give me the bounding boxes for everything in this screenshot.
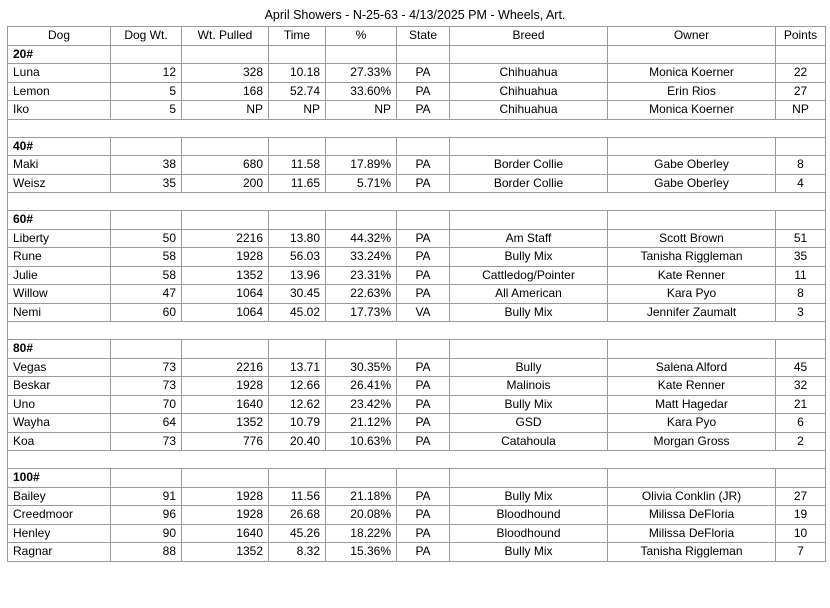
spacer-cell [269,119,326,137]
weight-class-filler [182,137,269,156]
weight-pulled-cell: 1640 [182,524,269,543]
state-cell: PA [397,414,450,433]
dog-weight-cell: 35 [111,174,182,193]
dog-name-cell: Maki [8,156,111,175]
dog-name-cell: Creedmoor [8,506,111,525]
breed-cell: Bloodhound [450,506,608,525]
weight-class-row [8,469,826,488]
dog-name-cell: Iko [8,101,111,120]
weight-class-filler [269,211,326,230]
dog-name-cell: Henley [8,524,111,543]
time-cell: 13.80 [269,229,326,248]
page-title: April Showers - N-25-63 - 4/13/2025 PM - Wheels, Art. [264,8,566,22]
weight-pulled-cell: NP [182,101,269,120]
owner-cell: Monica Koerner [608,64,776,83]
table-row [8,358,826,377]
points-cell: 3 [776,303,826,322]
owner-cell: Erin Rios [608,82,776,101]
weight-pulled-cell: 1928 [182,506,269,525]
table-row [8,487,826,506]
weight-pulled-cell: 168 [182,82,269,101]
breed-cell: Cattledog/Pointer [450,266,608,285]
time-cell: 11.65 [269,174,326,193]
weight-class-filler [326,469,397,488]
weight-class-filler [450,137,608,156]
percent-cell: 5.71% [326,174,397,193]
points-cell: 8 [776,156,826,175]
time-cell: 13.71 [269,358,326,377]
weight-pulled-cell: 2216 [182,358,269,377]
percent-cell: 23.42% [326,395,397,414]
breed-cell: Am Staff [450,229,608,248]
weight-pulled-cell: 680 [182,156,269,175]
spacer-cell [111,119,182,137]
spacer-cell [269,193,326,211]
weight-class-filler [776,340,826,359]
points-cell: 27 [776,487,826,506]
state-cell: PA [397,543,450,562]
spacer-cell [326,119,397,137]
dog-name-cell: Vegas [8,358,111,377]
breed-cell: Border Collie [450,174,608,193]
dog-weight-cell: 73 [111,377,182,396]
percent-cell: 21.12% [326,414,397,433]
points-cell: 8 [776,285,826,304]
dog-weight-cell: 38 [111,156,182,175]
spacer-cell [182,451,269,469]
dog-weight-cell: 96 [111,506,182,525]
spacer-cell [776,119,826,137]
table-row [8,285,826,304]
weight-class-filler [111,469,182,488]
dog-name-cell: Weisz [8,174,111,193]
breed-cell: Chihuahua [450,82,608,101]
weight-pulled-cell: 200 [182,174,269,193]
dog-name-cell: Julie [8,266,111,285]
spacer-cell [8,193,111,211]
results-body [8,45,826,561]
col-header-percent: % [326,27,397,46]
points-cell: 21 [776,395,826,414]
weight-class-filler [776,211,826,230]
weight-class-filler [776,137,826,156]
percent-cell: 18.22% [326,524,397,543]
points-cell: 11 [776,266,826,285]
dog-name-cell: Bailey [8,487,111,506]
weight-class-filler [111,45,182,64]
table-row [8,101,826,120]
weight-class-filler [608,340,776,359]
state-cell: PA [397,487,450,506]
owner-cell: Morgan Gross [608,432,776,451]
dog-weight-cell: 73 [111,432,182,451]
table-row [8,229,826,248]
spacer-cell [776,193,826,211]
state-cell: PA [397,432,450,451]
dog-name-cell: Rune [8,248,111,267]
state-cell: VA [397,303,450,322]
time-cell: 45.02 [269,303,326,322]
dog-weight-cell: 90 [111,524,182,543]
weight-class-label: 40# [8,137,111,156]
weight-class-label: 80# [8,340,111,359]
weight-class-row [8,45,826,64]
table-row [8,377,826,396]
spacer-cell [8,451,111,469]
percent-cell: 22.63% [326,285,397,304]
col-header-owner: Owner [608,27,776,46]
spacer-cell [182,322,269,340]
col-header-time: Time [269,27,326,46]
weight-pulled-cell: 1352 [182,414,269,433]
dog-weight-cell: 60 [111,303,182,322]
weight-class-label: 60# [8,211,111,230]
dog-weight-cell: 5 [111,101,182,120]
owner-cell: Salena Alford [608,358,776,377]
breed-cell: Bully Mix [450,248,608,267]
breed-cell: Catahoula [450,432,608,451]
state-cell: PA [397,156,450,175]
table-row [8,506,826,525]
dog-name-cell: Koa [8,432,111,451]
spacer-cell [450,322,608,340]
col-header-dog: Dog [8,27,111,46]
weight-class-filler [450,45,608,64]
breed-cell: Malinois [450,377,608,396]
weight-class-filler [608,211,776,230]
spacer-cell [111,322,182,340]
weight-pulled-cell: 2216 [182,229,269,248]
breed-cell: Bully Mix [450,395,608,414]
weight-class-filler [182,469,269,488]
dog-name-cell: Beskar [8,377,111,396]
weight-class-filler [397,469,450,488]
table-row [8,248,826,267]
weight-class-filler [397,340,450,359]
weight-class-label: 20# [8,45,111,64]
percent-cell: 21.18% [326,487,397,506]
weight-pulled-cell: 1064 [182,285,269,304]
percent-cell: 20.08% [326,506,397,525]
owner-cell: Gabe Oberley [608,156,776,175]
spacer-cell [111,451,182,469]
weight-class-filler [397,211,450,230]
owner-cell: Gabe Oberley [608,174,776,193]
weight-pulled-cell: 1928 [182,377,269,396]
breed-cell: Bully [450,358,608,377]
table-row [8,156,826,175]
owner-cell: Tanisha Riggleman [608,248,776,267]
dog-weight-cell: 88 [111,543,182,562]
spacer-cell [776,322,826,340]
spacer-row [8,451,826,469]
spacer-cell [182,193,269,211]
weight-pulled-cell: 1928 [182,248,269,267]
breed-cell: Bully Mix [450,487,608,506]
spacer-cell [269,451,326,469]
owner-cell: Monica Koerner [608,101,776,120]
weight-class-filler [326,211,397,230]
col-header-state: State [397,27,450,46]
spacer-cell [8,119,111,137]
owner-cell: Milissa DeFloria [608,524,776,543]
weight-class-filler [608,469,776,488]
weight-class-filler [182,340,269,359]
weight-class-filler [269,469,326,488]
points-cell: 27 [776,82,826,101]
spacer-cell [450,119,608,137]
breed-cell: Bully Mix [450,303,608,322]
state-cell: PA [397,248,450,267]
spacer-cell [397,322,450,340]
percent-cell: 33.60% [326,82,397,101]
breed-cell: Bully Mix [450,543,608,562]
points-cell: 7 [776,543,826,562]
percent-cell: NP [326,101,397,120]
state-cell: PA [397,82,450,101]
owner-cell: Kate Renner [608,377,776,396]
time-cell: 10.79 [269,414,326,433]
points-cell: 32 [776,377,826,396]
breed-cell: Chihuahua [450,64,608,83]
weight-class-filler [450,211,608,230]
weight-pulled-cell: 1352 [182,266,269,285]
state-cell: PA [397,377,450,396]
dog-name-cell: Nemi [8,303,111,322]
table-row [8,82,826,101]
spacer-cell [608,119,776,137]
dog-weight-cell: 58 [111,248,182,267]
spacer-cell [608,451,776,469]
time-cell: 8.32 [269,543,326,562]
owner-cell: Kara Pyo [608,414,776,433]
percent-cell: 44.32% [326,229,397,248]
col-header-dog-weight: Dog Wt. [111,27,182,46]
spacer-row [8,193,826,211]
state-cell: PA [397,266,450,285]
owner-cell: Kara Pyo [608,285,776,304]
weight-class-filler [269,137,326,156]
weight-class-filler [111,137,182,156]
spacer-row [8,322,826,340]
points-cell: 2 [776,432,826,451]
weight-pulled-cell: 328 [182,64,269,83]
dog-name-cell: Luna [8,64,111,83]
weight-class-filler [326,340,397,359]
weight-class-filler [269,45,326,64]
weight-class-filler [111,340,182,359]
spacer-cell [397,193,450,211]
spacer-cell [776,451,826,469]
spacer-cell [182,119,269,137]
spacer-cell [450,451,608,469]
table-row [8,266,826,285]
dog-weight-cell: 58 [111,266,182,285]
dog-name-cell: Lemon [8,82,111,101]
dog-name-cell: Uno [8,395,111,414]
weight-class-filler [269,340,326,359]
percent-cell: 30.35% [326,358,397,377]
table-row [8,64,826,83]
points-cell: 19 [776,506,826,525]
percent-cell: 26.41% [326,377,397,396]
owner-cell: Olivia Conklin (JR) [608,487,776,506]
weight-pulled-cell: 1640 [182,395,269,414]
weight-pulled-cell: 1064 [182,303,269,322]
dog-weight-cell: 5 [111,82,182,101]
owner-cell: Scott Brown [608,229,776,248]
weight-class-filler [111,211,182,230]
time-cell: 30.45 [269,285,326,304]
table-row [8,543,826,562]
state-cell: PA [397,285,450,304]
time-cell: 12.62 [269,395,326,414]
percent-cell: 17.89% [326,156,397,175]
time-cell: 10.18 [269,64,326,83]
weight-class-filler [182,45,269,64]
spacer-cell [326,451,397,469]
table-row [8,303,826,322]
state-cell: PA [397,358,450,377]
spacer-cell [8,322,111,340]
weight-pulled-cell: 1352 [182,543,269,562]
percent-cell: 27.33% [326,64,397,83]
state-cell: PA [397,229,450,248]
time-cell: 52.74 [269,82,326,101]
dog-weight-cell: 12 [111,64,182,83]
dog-weight-cell: 73 [111,358,182,377]
owner-cell: Kate Renner [608,266,776,285]
breed-cell: All American [450,285,608,304]
dog-name-cell: Wayha [8,414,111,433]
percent-cell: 23.31% [326,266,397,285]
weight-class-filler [397,45,450,64]
spacer-cell [397,119,450,137]
col-header-points: Points [776,27,826,46]
table-row [8,395,826,414]
table-row [8,414,826,433]
points-cell: 4 [776,174,826,193]
weight-class-filler [397,137,450,156]
table-row [8,174,826,193]
dog-weight-cell: 47 [111,285,182,304]
dog-weight-cell: 70 [111,395,182,414]
state-cell: PA [397,64,450,83]
state-cell: PA [397,101,450,120]
weight-pulled-cell: 776 [182,432,269,451]
table-row [8,432,826,451]
weight-class-filler [450,340,608,359]
breed-cell: Bloodhound [450,524,608,543]
spacer-cell [326,322,397,340]
points-cell: 51 [776,229,826,248]
breed-cell: Border Collie [450,156,608,175]
weight-class-filler [776,45,826,64]
breed-cell: GSD [450,414,608,433]
state-cell: PA [397,506,450,525]
time-cell: 13.96 [269,266,326,285]
weight-class-row [8,211,826,230]
weight-pulled-cell: 1928 [182,487,269,506]
weight-class-filler [182,211,269,230]
table-row [8,524,826,543]
weight-class-row [8,137,826,156]
percent-cell: 17.73% [326,303,397,322]
weight-class-filler [608,45,776,64]
state-cell: PA [397,524,450,543]
col-header-weight-pulled: Wt. Pulled [182,27,269,46]
spacer-cell [397,451,450,469]
spacer-cell [111,193,182,211]
owner-cell: Tanisha Riggleman [608,543,776,562]
dog-name-cell: Willow [8,285,111,304]
time-cell: 11.58 [269,156,326,175]
weight-class-filler [326,137,397,156]
spacer-cell [608,322,776,340]
time-cell: NP [269,101,326,120]
weight-class-label: 100# [8,469,111,488]
weight-class-filler [450,469,608,488]
points-cell: NP [776,101,826,120]
points-cell: 6 [776,414,826,433]
results-table [7,26,826,562]
col-header-breed: Breed [450,27,608,46]
dog-weight-cell: 91 [111,487,182,506]
spacer-cell [450,193,608,211]
points-cell: 35 [776,248,826,267]
breed-cell: Chihuahua [450,101,608,120]
weight-class-filler [326,45,397,64]
weight-class-filler [608,137,776,156]
points-cell: 45 [776,358,826,377]
time-cell: 26.68 [269,506,326,525]
time-cell: 20.40 [269,432,326,451]
state-cell: PA [397,395,450,414]
owner-cell: Matt Hagedar [608,395,776,414]
owner-cell: Milissa DeFloria [608,506,776,525]
time-cell: 11.56 [269,487,326,506]
dog-weight-cell: 64 [111,414,182,433]
state-cell: PA [397,174,450,193]
spacer-cell [326,193,397,211]
points-cell: 10 [776,524,826,543]
spacer-cell [608,193,776,211]
header-row [8,27,826,46]
spacer-row [8,119,826,137]
dog-weight-cell: 50 [111,229,182,248]
percent-cell: 10.63% [326,432,397,451]
percent-cell: 33.24% [326,248,397,267]
dog-name-cell: Ragnar [8,543,111,562]
weight-class-row [8,340,826,359]
spacer-cell [269,322,326,340]
dog-name-cell: Liberty [8,229,111,248]
percent-cell: 15.36% [326,543,397,562]
weight-class-filler [776,469,826,488]
time-cell: 56.03 [269,248,326,267]
time-cell: 12.66 [269,377,326,396]
points-cell: 22 [776,64,826,83]
owner-cell: Jennifer Zaumalt [608,303,776,322]
time-cell: 45.26 [269,524,326,543]
